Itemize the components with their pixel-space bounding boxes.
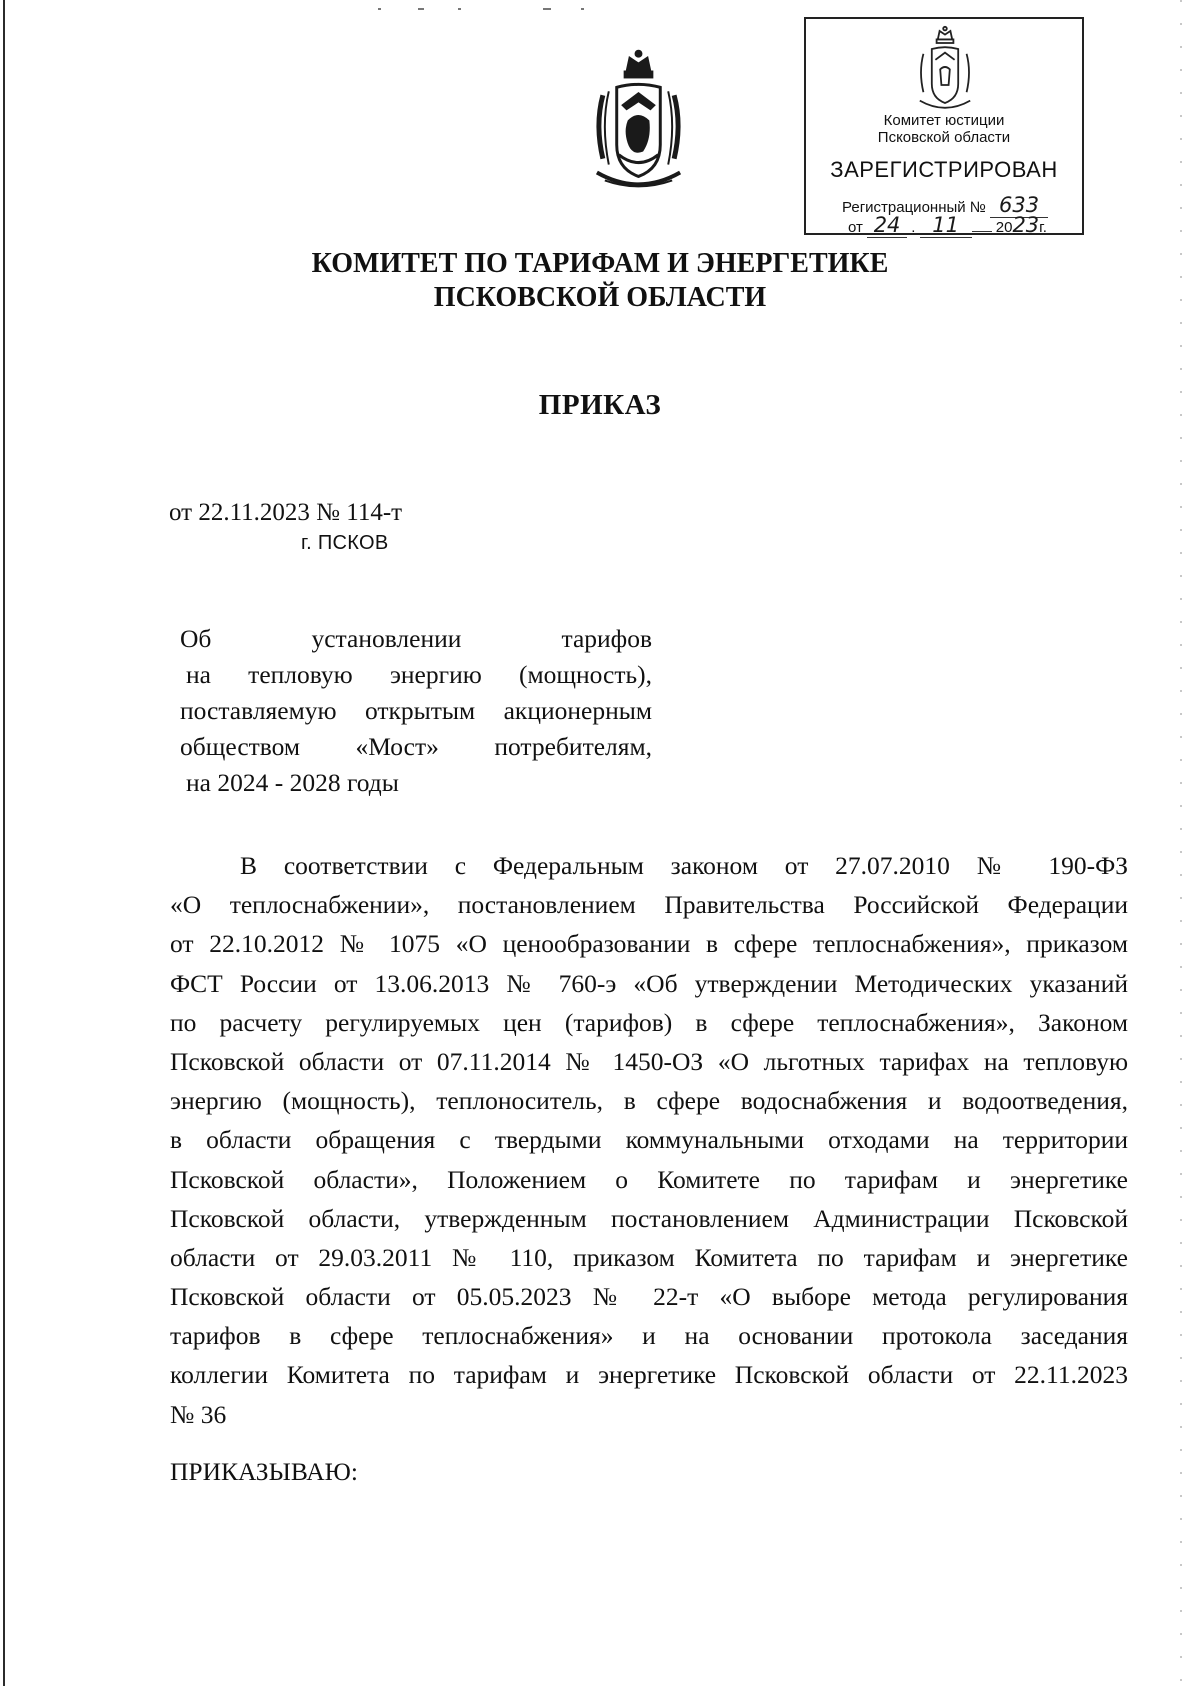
- body-line: в области обращения с твердыми коммунальными отходами на территории: [170, 1125, 1128, 1155]
- body-line: от 22.10.2012 № 1075 «О ценообразовании в сфере теплоснабжения», приказом: [170, 929, 1128, 959]
- body-line: Псковской области, утвержденным постановлением Администрации Псковской: [170, 1203, 1128, 1233]
- order-number-date: от 22.11.2023 № 114-т: [169, 499, 403, 526]
- body-line: В соответствии с Федеральным законом от 27.07.2010 № 190-ФЗ: [240, 851, 1128, 880]
- stamp-org-line: Комитет юстиции: [883, 112, 1005, 129]
- subject-line: поставляемую открытым акционерным: [180, 696, 652, 725]
- coat-of-arms: [589, 47, 688, 197]
- stamp-date-prefix: от: [848, 219, 863, 236]
- body-line: области от 29.03.2011 № 110, приказом Комитета по тарифам и энергетике: [170, 1242, 1128, 1272]
- stamp-org-line: Псковской области: [877, 129, 1011, 146]
- body-line: Псковской области», Положением о Комитете по тарифам и энергетике: [170, 1164, 1128, 1194]
- scan-speck: [378, 8, 381, 10]
- stamp-year-prefix: 20: [995, 219, 1013, 236]
- body-line: Псковской области от 05.05.2023 № 22-т «О выборе метода регулирования: [170, 1282, 1128, 1312]
- stamp-coat-of-arms: [913, 25, 977, 115]
- stamp-date-row: от 24 . 11 2023г.: [848, 213, 1047, 237]
- body-line: ФСТ России от 13.06.2013 № 760-э «Об утверждении Методических указаний: [170, 968, 1128, 998]
- subject-line: на 2024 - 2028 годы: [186, 768, 399, 797]
- stamp-date-day: 24: [867, 213, 907, 238]
- body-line: Псковской области от 07.11.2014 № 1450-ОЗ «О льготных тарифах на тепловую: [170, 1046, 1128, 1076]
- order-subject: [180, 621, 652, 801]
- document-type: ПРИКАЗ: [538, 389, 662, 421]
- stamp-reg-label: Регистрационный №: [842, 199, 986, 216]
- body-line: коллегии Комитета по тарифам и энергетике Псковской области от 22.11.2023: [170, 1360, 1128, 1390]
- stamp-reg-number: 633: [990, 193, 1048, 218]
- body-line: по расчету регулируемых цен (тарифов) в сфере теплоснабжения», Законом: [170, 1007, 1128, 1037]
- scan-speck: [418, 8, 424, 10]
- organization-title-line: КОМИТЕТ ПО ТАРИФАМ И ЭНЕРГЕТИКЕ: [311, 248, 889, 279]
- stamp-org: [806, 112, 1082, 146]
- body-line: «О теплоснабжении», постановлением Правительства Российской Федерации: [170, 890, 1128, 920]
- registration-stamp: [804, 17, 1084, 235]
- directive-heading: ПРИКАЗЫВАЮ:: [170, 1457, 358, 1486]
- organization-title-line: ПСКОВСКОЙ ОБЛАСТИ: [433, 282, 767, 313]
- stamp-date-month: 11: [920, 213, 972, 238]
- stamp-year-suffix: 23: [1012, 213, 1040, 237]
- subject-line: обществом «Мост» потребителям,: [180, 732, 652, 761]
- scan-speck: [458, 8, 461, 10]
- stamp-status: ЗАРЕГИСТРИРОВАН: [830, 157, 1058, 182]
- body-line: энергию (мощность), теплоноситель, в сфере водоснабжения и водоотведения,: [170, 1086, 1128, 1116]
- body-line: № 36: [170, 1399, 227, 1429]
- body-line: тарифов в сфере теплоснабжения» и на основании протокола заседания: [170, 1321, 1128, 1351]
- order-city: г. ПСКОВ: [301, 532, 389, 554]
- subject-line: Об установлении тарифов: [180, 624, 652, 653]
- stamp-year-unit: г.: [1039, 219, 1047, 236]
- preamble-paragraph: [170, 846, 1128, 1434]
- scan-speck: [581, 8, 584, 10]
- organization-title: [0, 247, 1200, 315]
- subject-line: на тепловую энергию (мощность),: [186, 660, 652, 689]
- scan-speck: [543, 8, 551, 10]
